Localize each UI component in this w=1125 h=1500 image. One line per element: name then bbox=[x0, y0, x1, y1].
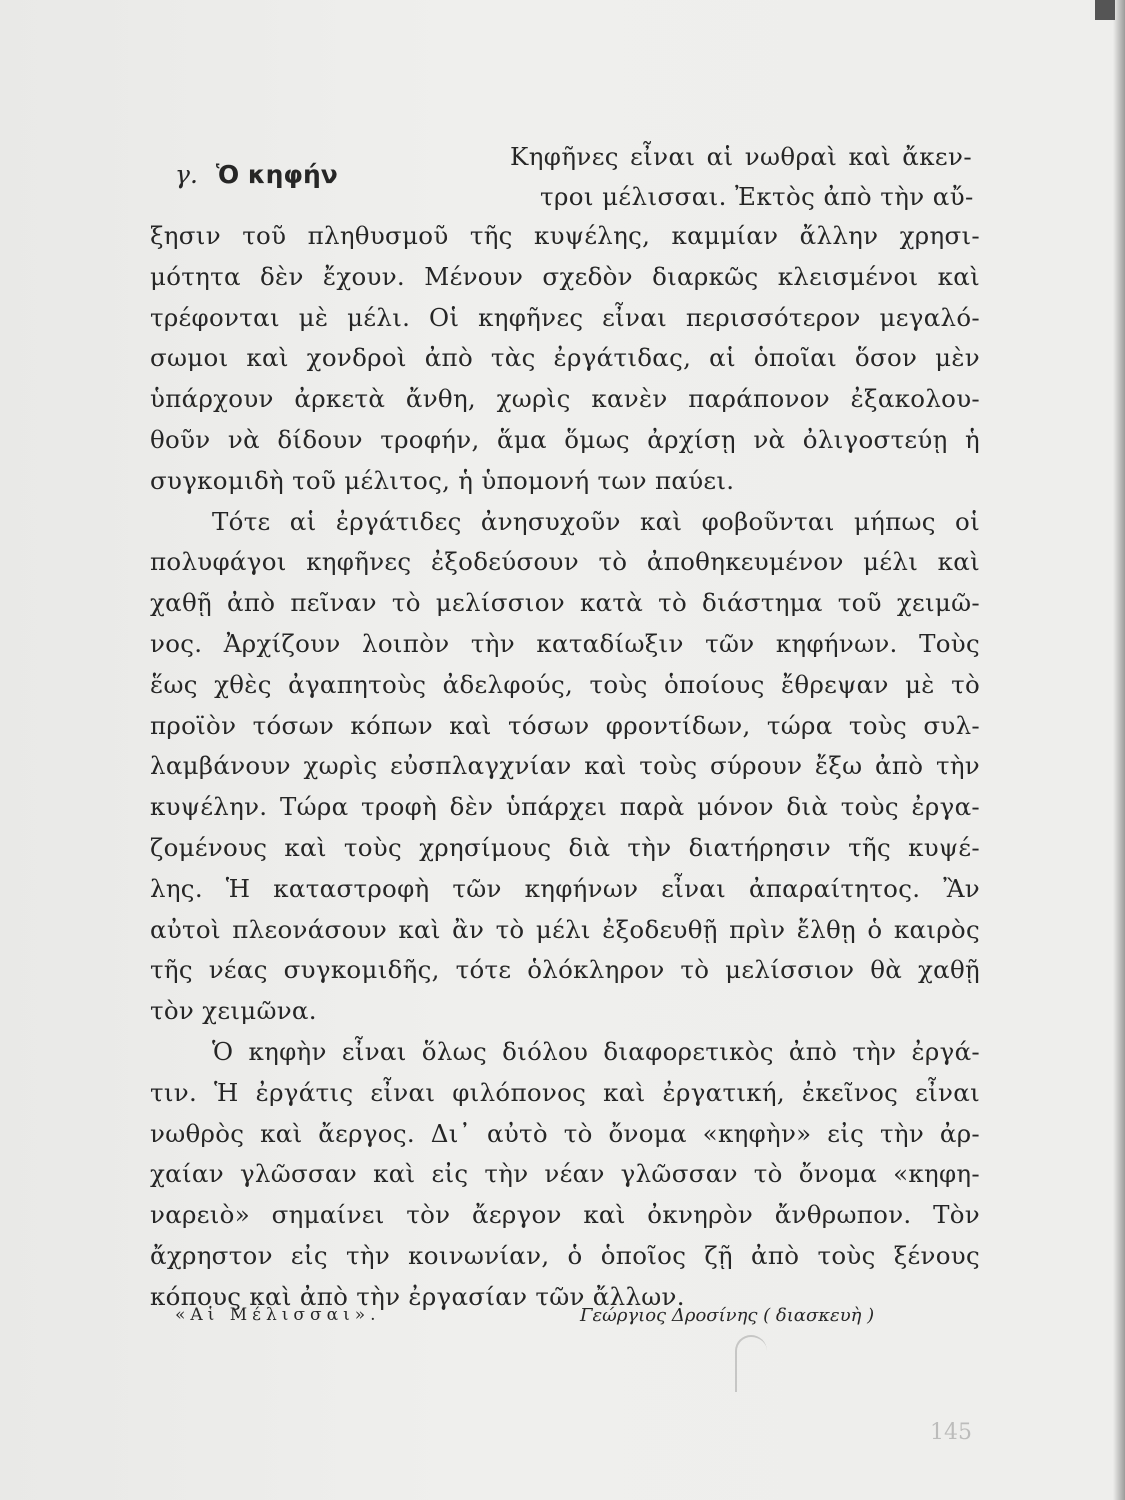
text-line: ὑπάρχουν ἀρκετὰ ἄνθη, χωρὶς κανὲν παράπονον ἐξακολου- bbox=[150, 384, 980, 414]
text-line: θοῦν νὰ δίδουν τροφήν, ἅμα ὅμως ἀρχίσῃ νὰ ὀλιγοστεύῃ ἡ bbox=[150, 424, 980, 454]
text-line: χαθῇ ἀπὸ πεῖναν τὸ μελίσσιον κατὰ τὸ διάστημα τοῦ χειμῶ- bbox=[150, 588, 980, 618]
citation-source: «Αἱ Μέλισσαι». bbox=[175, 1305, 381, 1325]
page-corner bbox=[1095, 0, 1115, 20]
text-line: συγκομιδὴ τοῦ μέλιτος, ἡ ὑπομονή των παύει. bbox=[150, 465, 735, 495]
page-edge-shadow bbox=[1113, 0, 1125, 1500]
first-line-2: τροι μέλισσαι. Ἐκτὸς ἀπὸ τὴν αὔ- bbox=[540, 182, 974, 211]
text-line: Τότε αἱ ἐργάτιδες ἀνησυχοῦν καὶ φοβοῦνται μήπως οἱ bbox=[212, 506, 980, 536]
text-line: σωμοι καὶ χονδροὶ ἀπὸ τὰς ἐργάτιδας, αἱ ὁποῖαι ὅσον μὲν bbox=[150, 343, 980, 373]
section-heading bbox=[175, 155, 338, 195]
text-line: τρέφονται μὲ μέλι. Οἱ κηφῆνες εἶναι περισσότερον μεγαλό- bbox=[150, 302, 980, 332]
text-line: χαίαν γλῶσσαν καὶ εἰς τὴν νέαν γλῶσσαν τὸ ὄνομα «κηφη- bbox=[150, 1159, 980, 1189]
text-line: κόπους καὶ ἀπὸ τὴν ἐργασίαν τῶν ἄλλων. bbox=[150, 1281, 685, 1311]
text-line: ζομένους καὶ τοὺς χρησίμους διὰ τὴν διατήρησιν τῆς κυψέ- bbox=[150, 832, 980, 862]
text-line: Ὁ κηφὴν εἶναι ὅλως διόλου διαφορετικὸς ἀπὸ τὴν ἐργά- bbox=[212, 1036, 980, 1066]
text-line: προϊὸν τόσων κόπων καὶ τόσων φροντίδων, τώρα τοὺς συλ- bbox=[150, 710, 980, 740]
text-line: λης. Ἡ καταστροφὴ τῶν κηφήνων εἶναι ἀπαραίτητος. Ἂν bbox=[150, 873, 980, 903]
text-line: ἄχρηστον εἰς τὴν κοινωνίαν, ὁ ὁποῖος ζῇ ἀπὸ τοὺς ξένους bbox=[150, 1240, 980, 1270]
text-line: τῆς νέας συγκομιδῆς, τότε ὁλόκληρον τὸ μελίσσιον θὰ χαθῇ bbox=[150, 955, 980, 985]
text-line: τιν. Ἡ ἐργάτις εἶναι φιλόπονος καὶ ἐργατική, ἐκεῖνος εἶναι bbox=[150, 1077, 980, 1107]
text-line: μότητα δὲν ἔχουν. Μένουν σχεδὸν διαρκῶς κλεισμένοι καὶ bbox=[150, 261, 980, 291]
text-line: τὸν χειμῶνα. bbox=[150, 996, 317, 1026]
text-line: ἕως χθὲς ἀγαπητοὺς ἀδελφούς, τοὺς ὁποίους ἔθρεψαν μὲ τὸ bbox=[150, 669, 980, 699]
text-line: πολυφάγοι κηφῆνες ἐξοδεύσουν τὸ ἀποθηκευμένον μέλι καὶ bbox=[150, 547, 980, 577]
citation-footer bbox=[175, 1297, 925, 1337]
show-through-mark bbox=[735, 1335, 767, 1392]
citation-author: Γεώργιος Δροσίνης ( διασκευὴ ) bbox=[580, 1305, 875, 1326]
section-letter: γ. bbox=[175, 160, 198, 189]
body-text bbox=[150, 216, 980, 1318]
section-title: Ὁ κηφήν bbox=[215, 160, 338, 189]
first-line-1: Κηφῆνες εἶναι αἱ νωθραὶ καὶ ἄκεν- bbox=[510, 142, 972, 171]
show-through-page-number: 145 bbox=[930, 1420, 972, 1445]
text-line: νωθρὸς καὶ ἄεργος. Δι᾿ αὐτὸ τὸ ὄνομα «κηφὴν» εἰς τὴν ἀρ- bbox=[150, 1118, 980, 1148]
text-line: ναρειὸ» σημαίνει τὸν ἄεργον καὶ ὀκνηρὸν ἄνθρωπον. Τὸν bbox=[150, 1200, 980, 1230]
text-line: νος. Ἀρχίζουν λοιπὸν τὴν καταδίωξιν τῶν κηφήνων. Τοὺς bbox=[150, 628, 980, 658]
text-line: λαμβάνουν χωρὶς εὐσπλαγχνίαν καὶ τοὺς σύρουν ἔξω ἀπὸ τὴν bbox=[150, 751, 980, 781]
text-line: κυψέλην. Τώρα τροφὴ δὲν ὑπάρχει παρὰ μόνον διὰ τοὺς ἐργα- bbox=[150, 792, 980, 822]
text-line: αὐτοὶ πλεονάσουν καὶ ἂν τὸ μέλι ἐξοδευθῇ πρὶν ἔλθῃ ὁ καιρὸς bbox=[150, 914, 980, 944]
text-line: ξησιν τοῦ πληθυσμοῦ τῆς κυψέλης, καμμίαν ἄλλην χρησι- bbox=[150, 221, 980, 250]
first-lines bbox=[510, 137, 972, 217]
